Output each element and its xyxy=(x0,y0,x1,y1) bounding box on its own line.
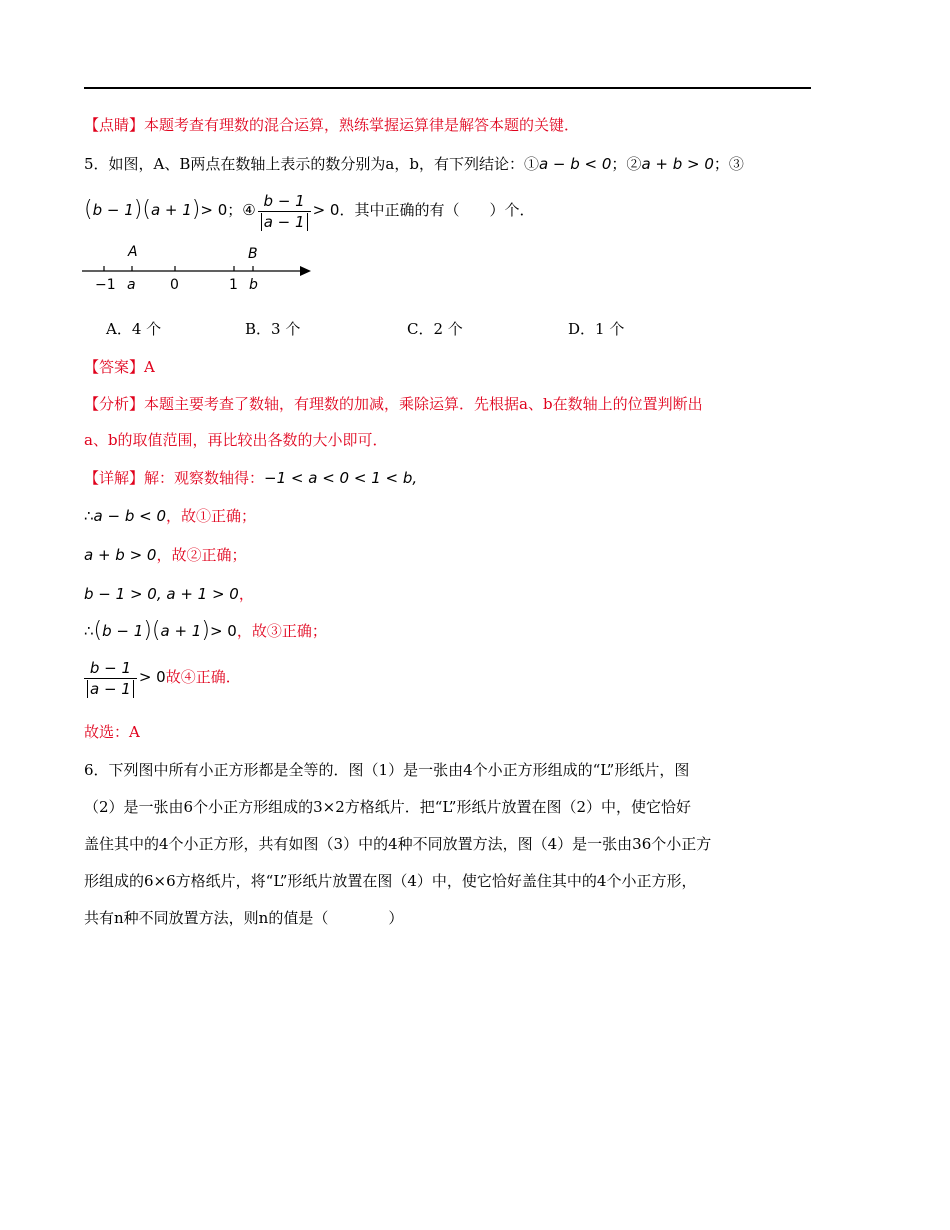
analysis-line1 xyxy=(84,393,703,415)
q5-tail: ．其中正确的有（ ）个． xyxy=(339,201,535,219)
q5-line2: (b − 1)(a + 1)> 0；④ $\frac{b - 1}{a - 1}$ > 0．其中正确的有（ ）个． xyxy=(84,191,535,231)
q5-c3-rel: > 0；④ xyxy=(200,201,256,219)
step1-line xyxy=(84,505,256,527)
option-d: D．1 个 xyxy=(568,320,625,338)
option-c: C．2 个 xyxy=(407,320,463,338)
tick-label-zero: 0 xyxy=(170,277,179,293)
detail-tag: 【详解】 xyxy=(84,469,145,487)
tick-label-one: 1 xyxy=(229,277,238,293)
dianjing-tag: 【点睛】 xyxy=(84,116,145,134)
q5-c4-rel: > 0 xyxy=(312,201,340,219)
tick-label-b: b xyxy=(249,277,258,293)
q5-c4-num: b − 1 xyxy=(258,192,311,212)
step5-fraction xyxy=(84,659,137,698)
q6-line5: 共有n种不同放置方法，则n的值是（ ） xyxy=(84,909,404,927)
number-line-arrow xyxy=(300,266,311,276)
step4-a: a + 1 xyxy=(160,622,202,640)
step4-line: ∴(b − 1)(a + 1)> 0，故③正确； xyxy=(84,618,327,643)
detail-intro: 解：观察数轴得： xyxy=(144,469,265,487)
step5-rel: > 0 xyxy=(138,668,166,686)
q6-line4: 形组成的6×6方格纸片，将“L”形纸片放置在图（4）中，使它恰好盖住其中的4个小正方形， xyxy=(84,872,697,890)
step3-line xyxy=(84,583,254,605)
step5-den: a − 1 xyxy=(87,680,134,698)
q5-c3-a: a + 1 xyxy=(150,201,192,219)
q6-line3: 盖住其中的4个小正方形，共有如图（3）中的4种不同放置方法，图（4）是一张由36个小正方 xyxy=(84,835,712,853)
q6-line2: （2）是一张由6个小正方形组成的3×2方格纸片．把“L”形纸片放置在图（2）中，使它恰好 xyxy=(84,798,691,816)
option-a: A．4 个 xyxy=(106,320,162,338)
choose-text: 故选：A xyxy=(84,723,140,741)
step5-line xyxy=(84,657,241,698)
step5-num: b − 1 xyxy=(84,659,137,679)
analysis-line2 xyxy=(84,429,388,451)
q5-c3-b: b − 1 xyxy=(92,201,134,219)
q5-sep2: ；③ xyxy=(713,155,744,173)
step1-text: ，故①正确； xyxy=(166,507,257,525)
analysis-tag: 【分析】 xyxy=(84,395,145,413)
answer-value: A xyxy=(144,358,155,376)
dianjing-line xyxy=(84,114,579,136)
detail-line xyxy=(84,467,417,489)
step4-rel: > 0 xyxy=(209,622,237,640)
analysis-text-2: a、b的取值范围，再比较出各数的大小即可． xyxy=(84,431,388,449)
step4-therefore: ∴ xyxy=(84,622,94,640)
step1-math: ∴a − b < 0 xyxy=(84,507,167,525)
detail-inequality: −1 < a < 0 < 1 < b, xyxy=(264,469,418,487)
step2-text: ，故②正确； xyxy=(156,546,247,564)
q5-line1 xyxy=(84,153,744,175)
answer-line xyxy=(84,356,155,378)
q5-sep1: ；② xyxy=(611,155,642,173)
step5-text: 故④正确． xyxy=(165,668,241,686)
step2-math: a + b > 0 xyxy=(84,546,157,564)
q6-line1: 6．下列图中所有小正方形都是全等的．图（1）是一张由4个小正方形组成的“L”形纸片，图 xyxy=(84,761,690,779)
tick-label-minus-one: −1 xyxy=(95,277,116,293)
point-a-label: A xyxy=(128,244,138,260)
step3-text: ， xyxy=(238,585,254,603)
point-b-label: B xyxy=(248,246,258,262)
header-rule xyxy=(84,87,811,89)
option-b: B．3 个 xyxy=(245,320,301,338)
q5-c4-fraction xyxy=(258,192,311,231)
answer-tag: 【答案】 xyxy=(84,358,145,376)
step3-math: b − 1 > 0, a + 1 > 0 xyxy=(84,585,239,603)
q5-prefix: 5．如图，A、B两点在数轴上表示的数分别为a，b，有下列结论：① xyxy=(84,155,539,173)
step4-b: b − 1 xyxy=(102,622,144,640)
q5-conclusion-2: a + b > 0 xyxy=(641,155,714,173)
analysis-text-1: 本题主要考查了数轴，有理数的加减，乘除运算．先根据a、b在数轴上的位置判断出 xyxy=(144,395,703,413)
tick-label-a: a xyxy=(127,277,136,293)
number-line-figure xyxy=(80,240,320,300)
step2-line xyxy=(84,544,246,566)
step4-text: ，故③正确； xyxy=(236,622,327,640)
q5-conclusion-1: a − b < 0 xyxy=(538,155,612,173)
q5-c4-den: a − 1 xyxy=(261,213,308,231)
choose-line xyxy=(84,721,140,743)
dianjing-text: 本题考查有理数的混合运算，熟练掌握运算律是解答本题的关键． xyxy=(144,116,580,134)
